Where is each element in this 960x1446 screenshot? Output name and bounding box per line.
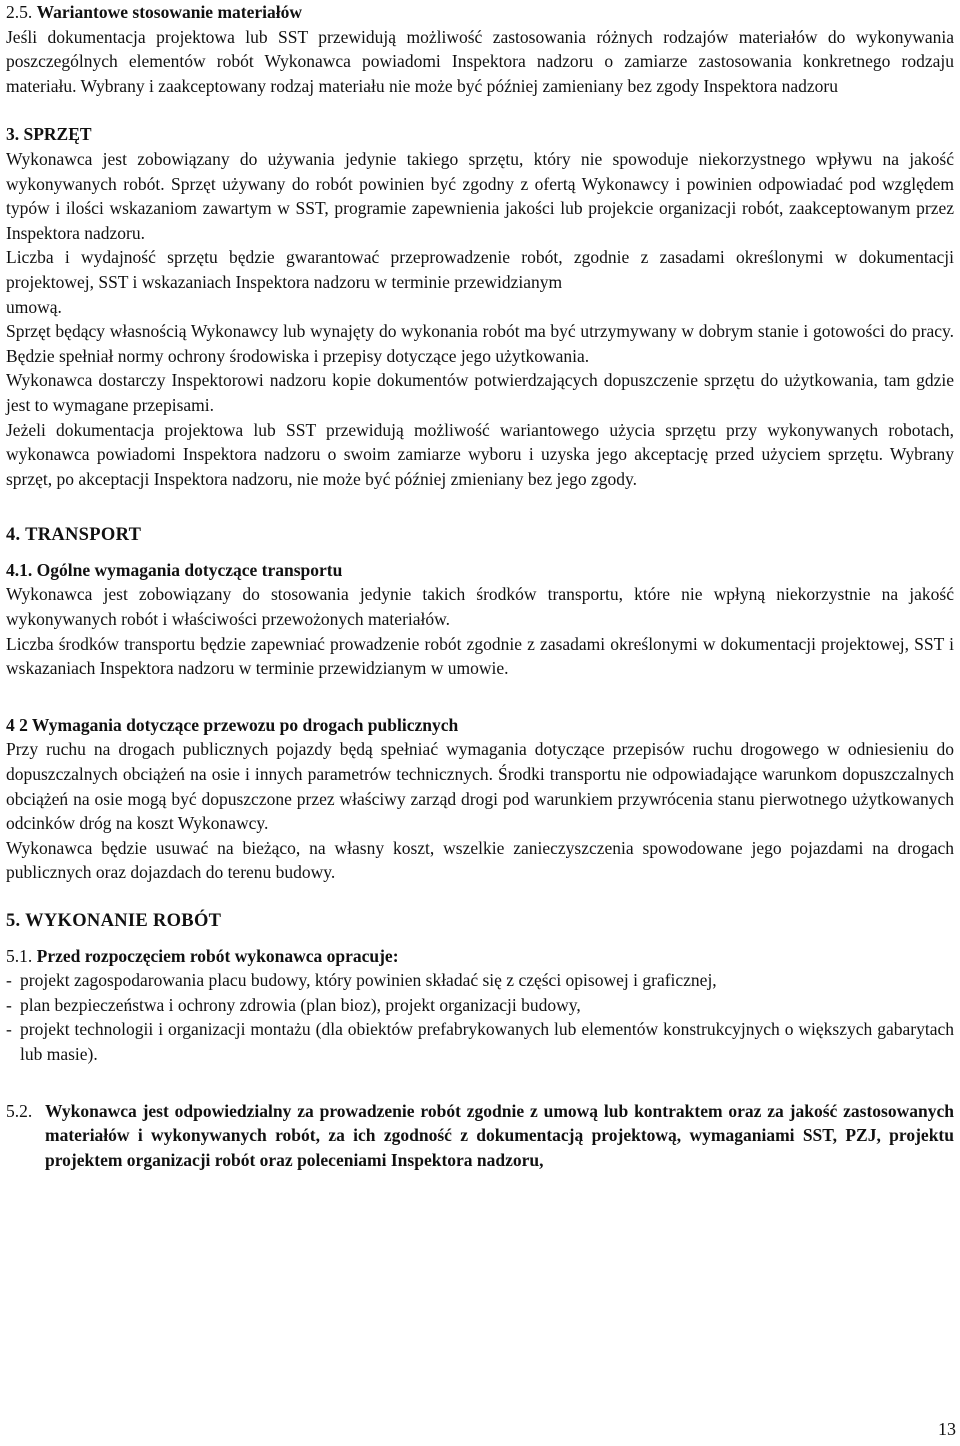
bullet-dash: - [6,970,12,991]
bullet-item [6,993,954,1018]
section-5-heading: 5. WYKONANIE ROBÓT [6,911,222,931]
section-5-2 [6,1099,954,1173]
section-3-paragraph-2: Liczba i wydajność sprzętu będzie gwarantować przeprowadzenie robót, zgodnie z zasadami określonymi w dokumentacji projektowej, SST i wskazaniach Inspektora nadzoru w terminie przewidzianym [6,247,954,292]
section-4-1-paragraph-2: Liczba środków transportu będzie zapewniać prowadzenie robót zgodnie z zasadami określonymi w dokumentacji projektowej, SST i wskazaniach Inspektora nadzoru w terminie przewidzianym w umowie. [6,633,954,679]
section-3-paragraph-1: Wykonawca jest zobowiązany do używania jedynie takiego sprzętu, który nie spowoduje niekorzystnego wpływu na jakość wykonywanych robót. Sprzęt używany do robót powinien być zgodny z ofertą Wykonawcy i powinien odpowiadać pod względem typów i ilości wskazaniom zawartym w SST, programie zapewnienia jakości lub projekcie organizacji robót, zaakceptowanym przez Inspektora nadzoru. [6,148,954,243]
section-5-1-title: Przed rozpoczęciem robót wykonawca opracuje: [36,945,399,966]
bullet-text: plan bezpieczeństwa i ochrony zdrowia (plan bioz), projekt organizacji budowy, [20,994,581,1015]
bullet-text: projekt technologii i organizacji montażu (dla obiektów prefabrykowanych lub elementów konstrukcyjnych o większych gabarytach lub masie). [20,1019,954,1064]
bullet-text: projekt zagospodarowania placu budowy, który powinien składać się z części opisowej i graficznej, [20,970,717,991]
section-4-2-paragraph-2: Wykonawca będzie usuwać na bieżąco, na własny koszt, wszelkie zanieczyszczenia spowodowane jego pojazdami na drogach publicznych oraz dojazdach do terenu budowy. [6,837,954,883]
section-4-1-heading: 4.1. Ogólne wymagania dotyczące transportu [6,559,343,580]
section-3-paragraph-2-end: umową. [6,296,62,317]
bullet-item [6,968,954,993]
section-4-2-heading: 4 2 Wymagania dotyczące przewozu po drogach publicznych [6,714,459,735]
page-number: 13 [938,1419,956,1440]
section-5-2-number: 5.2. [6,1100,33,1121]
bullet-dash: - [6,1019,12,1040]
bullet-item [6,1017,954,1066]
section-2-5-heading [6,0,954,25]
section-2-5-paragraph: Jeśli dokumentacja projektowa lub SST przewidują możliwość zastosowania różnych rodzajów materiałów do wykonywania poszczególnych elementów robót Wykonawca powiadomi Inspektora nadzoru o zamiarze zastosowania konkretnego rodzaju materiału. Wybrany i zaakceptowany rodzaj materiału nie może być później zamieniany bez zgody Inspektora nadzoru [6,26,954,96]
section-3-paragraph-3: Sprzęt będący własnością Wykonawcy lub wynajęty do wykonania robót ma być utrzymywany w dobrym stanie i gotowości do pracy. Będzie spełniał normy ochrony środowiska i przepisy dotyczące jego użytkowania. [6,321,954,366]
section-5-2-text: Wykonawca jest odpowiedzialny za prowadzenie robót zgodnie z umową lub kontraktem oraz za jakość zastosowanych materiałów i wykonywanych robót, za ich zgodność z dokumentacją projektową, wymaganiami SST, PZJ, projektu projektem organizacji robót oraz poleceniami Inspektora nadzoru, [45,1100,954,1170]
section-2-5-number: 2.5. [6,2,33,22]
section-4-1-paragraph-1: Wykonawca jest zobowiązany do stosowania jedynie takich środków transportu, które nie wpłyną niekorzystnie na jakość wykonywanych robót i właściwości przewożonych materiałów. [6,584,954,630]
section-4-2-paragraph-1: Przy ruchu na drogach publicznych pojazdy będą spełniać wymagania dotyczące przepisów ruchu drogowego w odniesieniu do dopuszczalnych obciążeń na osie i innych parametrów technicznych. Środki transportu nie odpowiadające warunkom dopuszczalnych obciążeń na osie mogą być dopuszczone przez właściwy zarząd drogi pod warunkiem przywrócenia stanu pierwotnego użytkowanych odcinków dróg na koszt Wykonawcy. [6,739,954,834]
section-5-1-heading [6,944,954,969]
section-5-1-number: 5.1. [6,945,33,966]
document-page [6,0,954,1172]
section-4-heading: 4. TRANSPORT [6,525,142,546]
bullet-dash: - [6,994,12,1015]
section-3-heading: 3. SPRZĘT [6,124,92,145]
section-2-5-title: Wariantowe stosowanie materiałów [36,2,303,22]
section-3-paragraph-4: Wykonawca dostarczy Inspektorowi nadzoru kopie dokumentów potwierdzających dopuszczenie sprzętu do użytkowania, tam gdzie jest to wymagane przepisami. [6,370,954,415]
section-3-paragraph-5: Jeżeli dokumentacja projektowa lub SST przewidują możliwość wariantowego użycia sprzętu przy wykonywanych robotach, wykonawca powiadomi Inspektora nadzoru o swoim zamiarze wyboru i uzyska jego akceptację przed użyciem sprzętu. Wybrany sprzęt, po akceptacji Inspektora nadzoru, nie może być później zmieniany bez jego zgody. [6,419,954,489]
